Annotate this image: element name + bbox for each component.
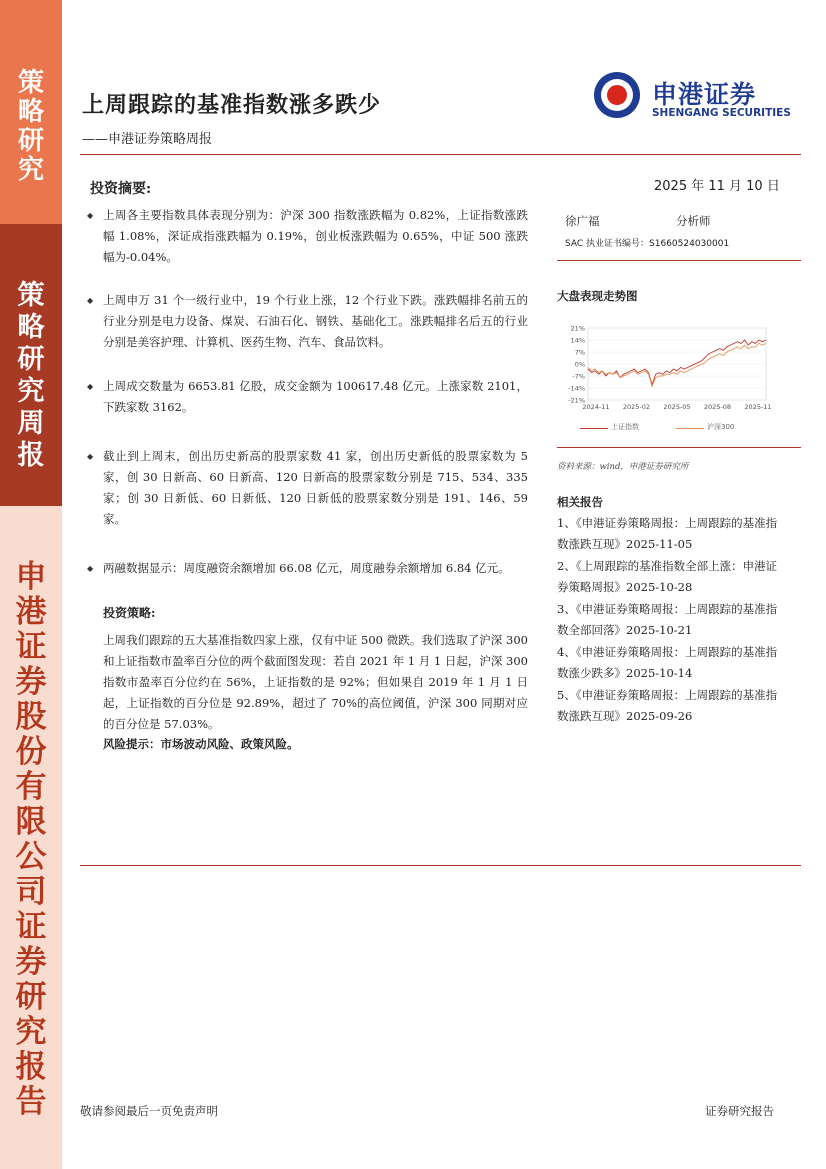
chart-y-tick-label: 0%	[574, 360, 585, 369]
chart-series-line-shanghai	[588, 340, 766, 385]
chart-divider	[557, 447, 801, 448]
analyst-sac: SAC 执业证书编号：S1660524030001	[565, 239, 730, 249]
related-heading: 相关报告	[557, 495, 603, 509]
band-top-char: 策	[17, 68, 44, 98]
chart-y-tick-label: 7%	[574, 348, 585, 357]
analyst-divider	[557, 260, 801, 261]
band-bottom-char: 券	[15, 944, 47, 980]
band-middle-char: 策	[17, 280, 45, 311]
band-bottom-char: 申	[15, 559, 47, 595]
band-bottom-char: 研	[15, 979, 47, 1015]
chart-x-tick-label: 2025-05	[663, 403, 691, 411]
chart-y-tick-label: 21%	[570, 324, 585, 333]
logo-mark-icon	[594, 72, 640, 118]
chart-y-tick-label: -7%	[572, 372, 585, 381]
chart-x-tick-label: 2025-11	[744, 403, 772, 411]
chart-x-tick-label: 2024-11	[582, 403, 610, 411]
band-bottom-char: 司	[15, 874, 47, 910]
band-middle-char: 周	[17, 408, 45, 439]
summary-bullet-1: ◆ 上周各主要指数具体表现分别为：沪深 300 指数涨跌幅为 0.82%，上证指数涨跌幅 1.08%，深证成指涨跌幅为 0.19%，创业板涨跌幅为 0.65%，中证 500 涨跌幅为-0.04%。	[103, 205, 528, 268]
strategy-heading: 投资策略:	[103, 606, 156, 620]
band-top-char: 研	[17, 126, 44, 156]
summary-bullet-2: ◆ 上周申万 31 个一级行业中，19 个行业上涨，12 个行业下跌。涨跌幅排名前五的行业分别是电力设备、煤炭、石油石化、钢铁、基础化工。涨跌幅排名后五的行业分别是美容护理、计算机、医药生物、汽车、食品饮料。	[103, 290, 528, 353]
chart-y-tick-label: 14%	[570, 336, 585, 345]
summary-bullet-3: ◆ 上周成交数量为 6653.81 亿股，成交金额为 100617.48 亿元。上涨家数 2101，下跌家数 3162。	[103, 376, 528, 418]
band-bottom-char: 有	[15, 769, 47, 805]
band-middle-char: 报	[17, 440, 45, 471]
band-middle-char: 略	[17, 312, 45, 343]
chart-series-line-hs300	[588, 343, 766, 386]
company-logo	[594, 72, 804, 122]
chart-legend	[580, 420, 775, 436]
band-middle-char: 究	[17, 376, 45, 407]
strategy-text: 上周我们跟踪的五大基准指数四家上涨，仅有中证 500 微跌。我们选取了沪深 300 和上证指数市盈率百分位的两个截面图发现：若自 2021 年 1 月 1 日起，沪深 300 指数市盈率百分位约在 56%，上证指数的是 92%；但如果自 2019 年 1 月 1 日起，上证指数的百分位是 92.89%，超过了 70%的高位阈值，沪深 300 同期对应的百分位是 57.03%。	[103, 633, 528, 731]
footer-disclaimer: 敬请参阅最后一页免责声明	[80, 1104, 218, 1118]
chart-heading: 大盘表现走势图	[557, 289, 638, 303]
chart-y-tick-label: -14%	[568, 384, 585, 393]
chart-source: 资料来源：wind，申港证券研究所	[557, 462, 689, 472]
summary-heading: 投资摘要:	[90, 181, 152, 197]
side-band-top	[0, 0, 62, 224]
band-top-char: 略	[17, 97, 44, 127]
band-bottom-char: 证	[15, 909, 47, 945]
chart-y-tick-label: -21%	[568, 396, 585, 405]
band-top-char: 究	[17, 155, 44, 185]
footer-label: 证券研究报告	[705, 1104, 774, 1118]
band-bottom-char: 份	[15, 734, 47, 770]
band-bottom-char: 公	[15, 839, 47, 875]
legend-label-sh: 上证指数	[611, 423, 639, 431]
chart-x-tick-label: 2025-02	[622, 403, 651, 411]
legend-label-hs: 沪深300	[707, 423, 735, 431]
logo-name-en: SHENGANG SECURITIES	[652, 107, 791, 119]
report-date: 2025 年 11 月 10 日	[654, 179, 780, 194]
related-item-1[interactable]: 1、《申港证券策略周报：上周跟踪的基准指数涨跌互现》2025-11-05	[557, 516, 778, 551]
chart-x-tick-label: 2025-08	[703, 403, 732, 411]
analyst-role: 分析师	[676, 214, 711, 228]
header-divider	[80, 154, 801, 155]
side-band-middle	[0, 224, 62, 506]
analyst-name: 徐广福	[565, 214, 600, 228]
band-bottom-char: 限	[15, 804, 47, 840]
summary-bullet-5: ◆ 两融数据显示：周度融资余额增加 66.08 亿元，周度融券余额增加 6.84 亿元。	[103, 558, 528, 579]
band-bottom-char: 究	[15, 1014, 47, 1050]
summary-bullet-4: ◆ 截止到上周末，创出历史新高的股票家数 41 家，创出历史新低的股票家数为 5 家，创 30 日新高、60 日新高、120 日新高的股票家数分别是 715、534、335 家；创 30 日新低、60 日新低、120 日新低的股票家数分别是 191、146、59 家。	[103, 446, 528, 530]
band-bottom-char: 证	[15, 629, 47, 665]
legend-swatch-hs	[676, 428, 704, 429]
related-item-2[interactable]: 2、《上周跟踪的基准指数全部上涨：申港证券策略周报》2025-10-28	[557, 559, 778, 594]
related-item-3[interactable]: 3、《申港证券策略周报：上周跟踪的基准指数全部回落》2025-10-21	[557, 602, 778, 637]
band-bottom-char: 港	[15, 594, 47, 630]
page-title: 上周跟踪的基准指数涨多跌少	[82, 92, 382, 118]
page-subtitle: ——申港证券策略周报	[82, 132, 213, 147]
logo-name-cn: 申港证券	[652, 80, 757, 109]
band-bottom-char: 告	[15, 1084, 47, 1120]
band-bottom-char: 报	[15, 1049, 47, 1085]
band-bottom-char: 股	[15, 699, 47, 735]
content-bottom-divider	[80, 865, 801, 866]
band-bottom-char: 券	[15, 664, 47, 700]
related-item-4[interactable]: 4、《申港证券策略周报：上周跟踪的基准指数涨少跌多》2025-10-14	[557, 645, 778, 680]
band-middle-char: 研	[17, 344, 45, 375]
legend-swatch-sh	[580, 428, 608, 429]
risk-warning: 风险提示：市场波动风险、政策风险。	[103, 737, 299, 751]
side-band-bottom	[0, 506, 62, 1169]
related-item-5[interactable]: 5、《申港证券策略周报：上周跟踪的基准指数涨跌互现》2025-09-26	[557, 688, 778, 723]
